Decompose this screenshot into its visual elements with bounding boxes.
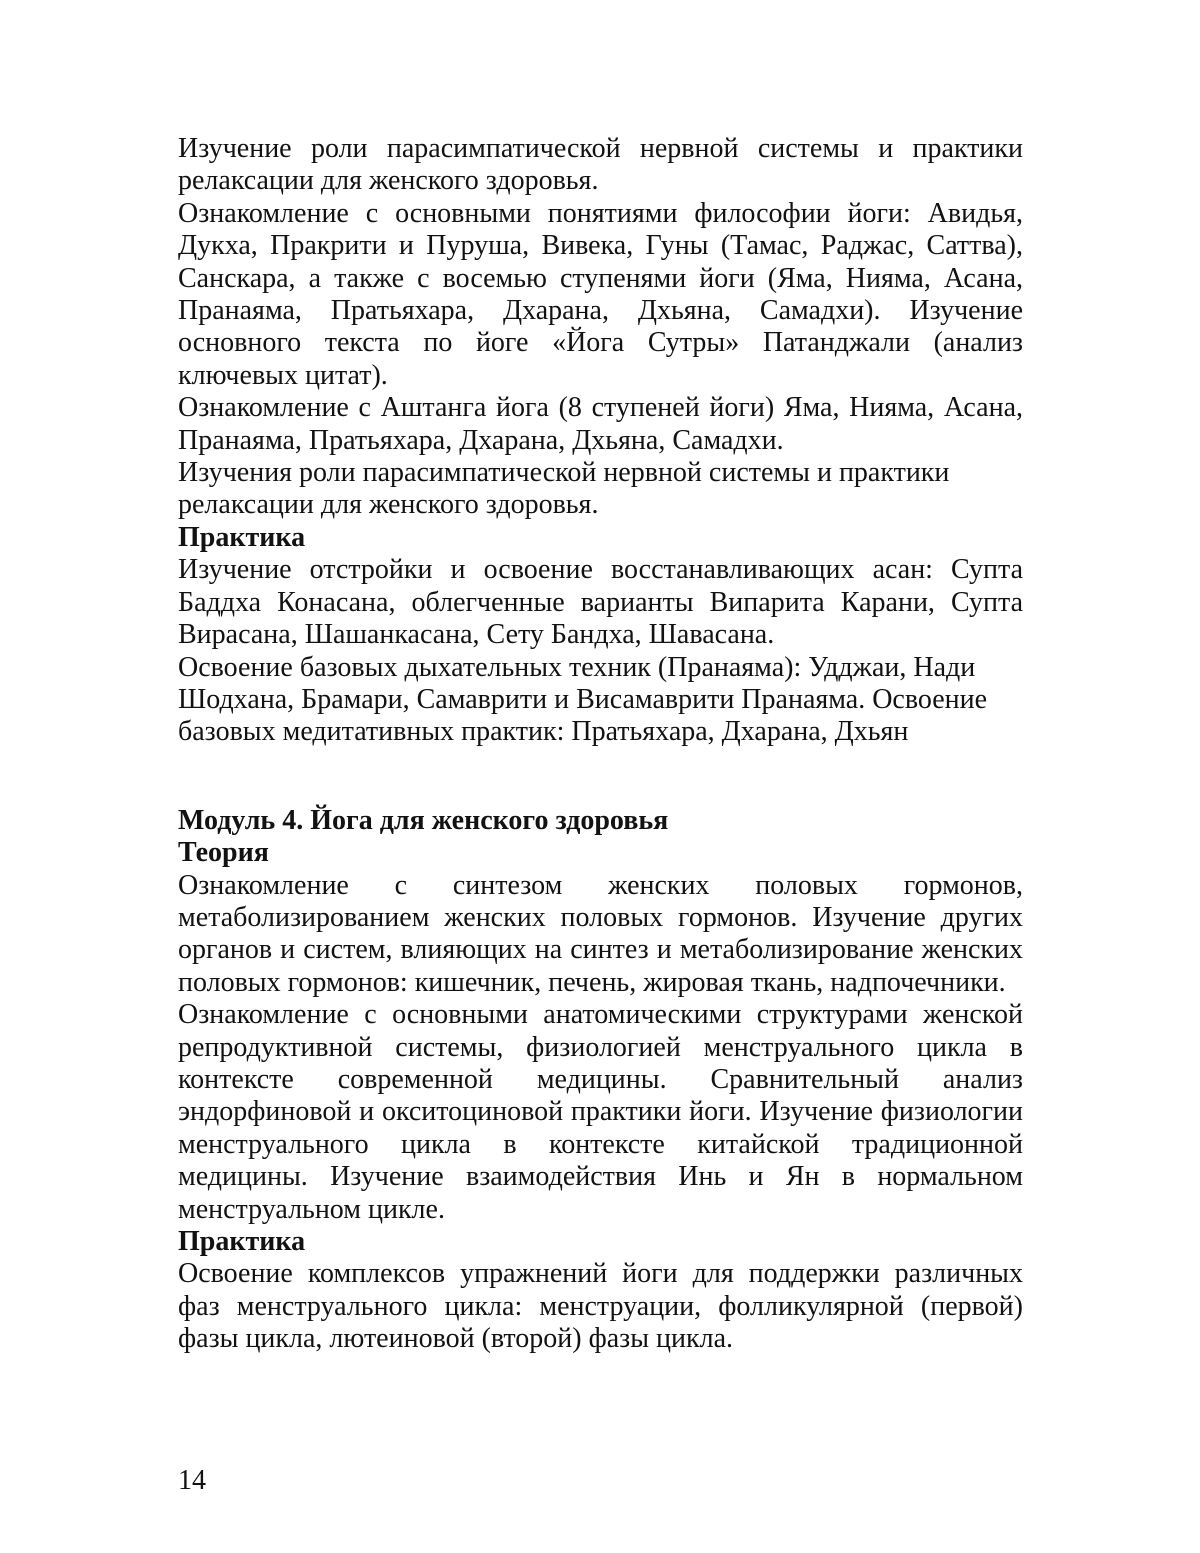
paragraph-hormone-synthesis: Ознакомление с синтезом женских половых гормонов, метаболизированием женских половых гормонов. Изучение других органов и систем, влияющих на синтез и метаболизирование женских половых гормонов: кишечник, печень, жировая ткань, надпочечники. [178, 869, 1023, 998]
text-block [178, 133, 1023, 1356]
paragraph-parasympathetic-role: Изучение роли парасимпатической нервной системы и практики релаксации для женского здоровья. [178, 133, 1023, 197]
page-number: 14 [178, 1465, 206, 1496]
paragraph-restorative-asanas: Изучение отстройки и освоение восстанавливающих асан: Супта Баддха Конасана, облегченные варианты Випарита Карани, Супта Вирасана, Шашанкасана, Сету Бандха, Шавасана. [178, 554, 1023, 651]
paragraph-ashtanga-steps: Ознакомление с Аштанга йога (8 ступеней йоги) Яма, Нияма, Асана, Пранаяма, Пратьяхара, Дхарана, Дхьяна, Самадхи. [178, 392, 1023, 456]
heading-teoriya: Теория [178, 837, 269, 869]
heading-praktika: Практика [178, 521, 306, 553]
paragraph-yoga-philosophy: Ознакомление с основными понятиями философии йоги: Авидья, Дукха, Пракрити и Пуруша, Вивека, Гуны (Тамас, Раджас, Саттва), Санскара, а также с восемью ступенями йоги (Яма, Нияма, Асана, Пранаяма, Пратьяхара, Дхарана, Дхьяна, Самадхи). Изучение основного текста по йоге «Йога Сутры» Патанджали (анализ ключевых цитат). [178, 197, 1023, 391]
heading-module-4: Модуль 4. Йога для женского здоровья [178, 804, 669, 836]
paragraph-breathing-techniques: Освоение базовых дыхательных техник (Пранаяма): Удджаи, Нади Шодхана, Брамари, Самаврити и Висамаврити Пранаяма. Освоение базовых медитативных практик: Пратьяхара, Дхарана, Дхьян [178, 651, 988, 748]
paragraph-cycle-phases: Освоение комплексов упражнений йоги для поддержки различных фаз менструального цикла: менструации, фолликулярной (первой) фазы цикла, лютеиновой (второй) фазы цикла. [178, 1258, 1023, 1355]
paragraph-parasympathetic-role-2: Изучения роли парасимпатической нервной системы и практики релаксации для женского здоровья. [178, 457, 950, 521]
paragraph-reproductive-anatomy: Ознакомление с основными анатомическими структурами женской репродуктивной системы, физиологией менструального цикла в контексте современной медицины. Сравнительный анализ эндорфиновой и окситоциновой практики йоги. Изучение физиологии менструального цикла в контексте китайской традиционной медицины. Изучение взаимодействия Инь и Ян в нормальном менструальном цикле. [178, 999, 1023, 1225]
heading-praktika-2: Практика [178, 1226, 306, 1257]
